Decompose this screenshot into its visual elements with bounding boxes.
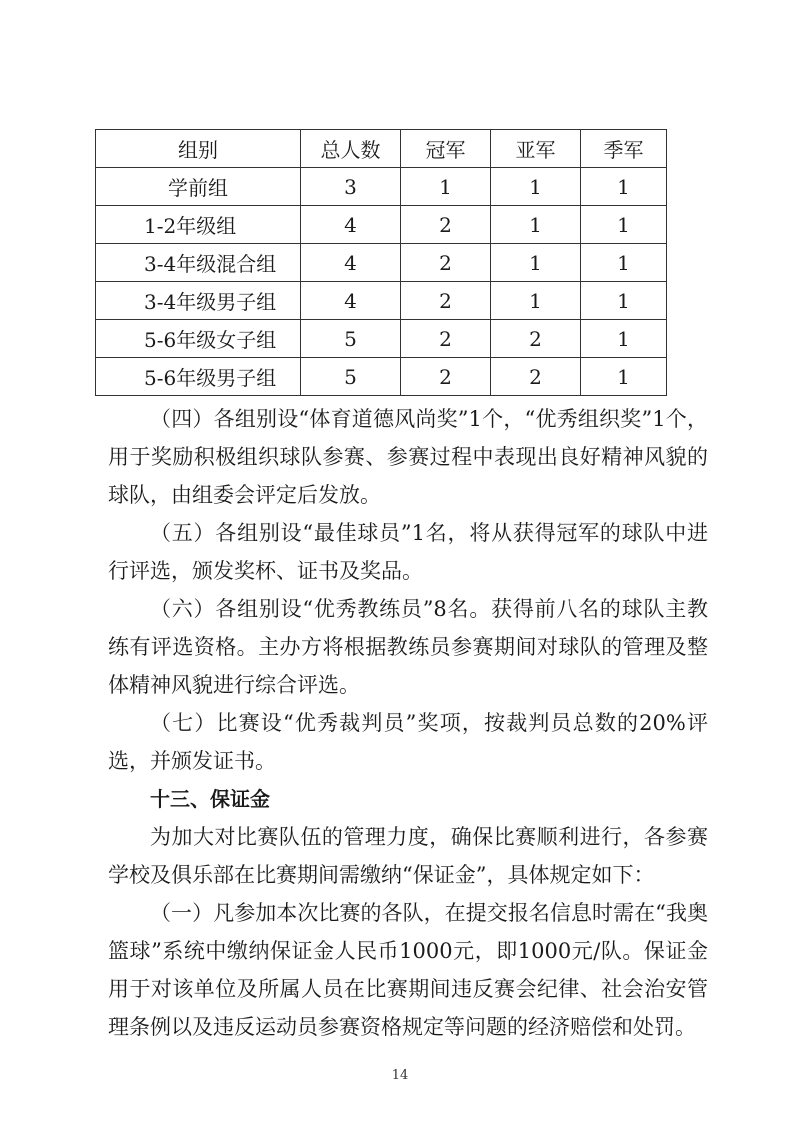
paragraph-deposit-1: （一）凡参加本次比赛的各队，在提交报名信息时需在“我奥篮球”系统中缴纳保证金人民币1000元，即1000元/队。保证金用于对该单位及所属人员在比赛期间违反赛会纪律、社会治安管理条例以及违反运动员参赛资格规定等问题的经济赔偿和处罚。 — [108, 901, 708, 1039]
table-row — [96, 358, 667, 396]
cell-third: 1 — [581, 320, 667, 358]
cell-runner-up: 1 — [491, 168, 581, 206]
cell-champion: 2 — [401, 206, 491, 244]
section-heading: 十三、保证金 — [150, 787, 270, 811]
cell-runner-up: 1 — [491, 282, 581, 320]
table-row — [96, 244, 667, 282]
cell-total: 5 — [301, 320, 401, 358]
cell-champion: 2 — [401, 282, 491, 320]
paragraph-award-7: （七）比赛设“优秀裁判员”奖项，按裁判员总数的20%评选，并颁发证书。 — [108, 711, 708, 773]
cell-champion: 1 — [401, 168, 491, 206]
paragraph-award-5: （五）各组别设“最佳球员”1名，将从获得冠军的球队中进行评选，颁发奖杯、证书及奖品。 — [108, 521, 708, 583]
table-row — [96, 168, 667, 206]
header-champion: 冠军 — [401, 130, 491, 168]
body-text — [108, 400, 708, 1046]
cell-third: 1 — [581, 282, 667, 320]
cell-third: 1 — [581, 244, 667, 282]
cell-total: 4 — [301, 244, 401, 282]
cell-runner-up: 2 — [491, 358, 581, 396]
header-total: 总人数 — [301, 130, 401, 168]
cell-third: 1 — [581, 168, 667, 206]
awards-table — [95, 129, 667, 396]
header-third: 季军 — [581, 130, 667, 168]
cell-total: 4 — [301, 206, 401, 244]
paragraph-deposit-intro: 为加大对比赛队伍的管理力度，确保比赛顺利进行，各参赛学校及俱乐部在比赛期间需缴纳“保证金”，具体规定如下： — [108, 825, 708, 887]
cell-total: 4 — [301, 282, 401, 320]
cell-group: 1-2年级组 — [96, 206, 301, 244]
cell-third: 1 — [581, 206, 667, 244]
cell-group: 5-6年级女子组 — [96, 320, 301, 358]
cell-total: 3 — [301, 168, 401, 206]
cell-runner-up: 1 — [491, 244, 581, 282]
table-row — [96, 320, 667, 358]
table-header-row — [96, 130, 667, 168]
header-group: 组别 — [96, 130, 301, 168]
cell-champion: 2 — [401, 358, 491, 396]
paragraph-award-6: （六）各组别设“优秀教练员”8名。获得前八名的球队主教练有评选资格。主办方将根据教练员参赛期间对球队的管理及整体精神风貌进行综合评选。 — [108, 597, 708, 697]
header-runner-up: 亚军 — [491, 130, 581, 168]
cell-champion: 2 — [401, 320, 491, 358]
cell-total: 5 — [301, 358, 401, 396]
table-row — [96, 282, 667, 320]
paragraph-award-4: （四）各组别设“体育道德风尚奖”1个，“优秀组织奖”1个，用于奖励积极组织球队参赛、参赛过程中表现出良好精神风貌的球队，由组委会评定后发放。 — [108, 407, 708, 507]
cell-group: 学前组 — [96, 168, 301, 206]
page-number: 14 — [391, 1068, 409, 1083]
cell-runner-up: 1 — [491, 206, 581, 244]
cell-group: 3-4年级男子组 — [96, 282, 301, 320]
table-row — [96, 206, 667, 244]
cell-champion: 2 — [401, 244, 491, 282]
cell-third: 1 — [581, 358, 667, 396]
cell-group: 3-4年级混合组 — [96, 244, 301, 282]
cell-group: 5-6年级男子组 — [96, 358, 301, 396]
cell-runner-up: 2 — [491, 320, 581, 358]
